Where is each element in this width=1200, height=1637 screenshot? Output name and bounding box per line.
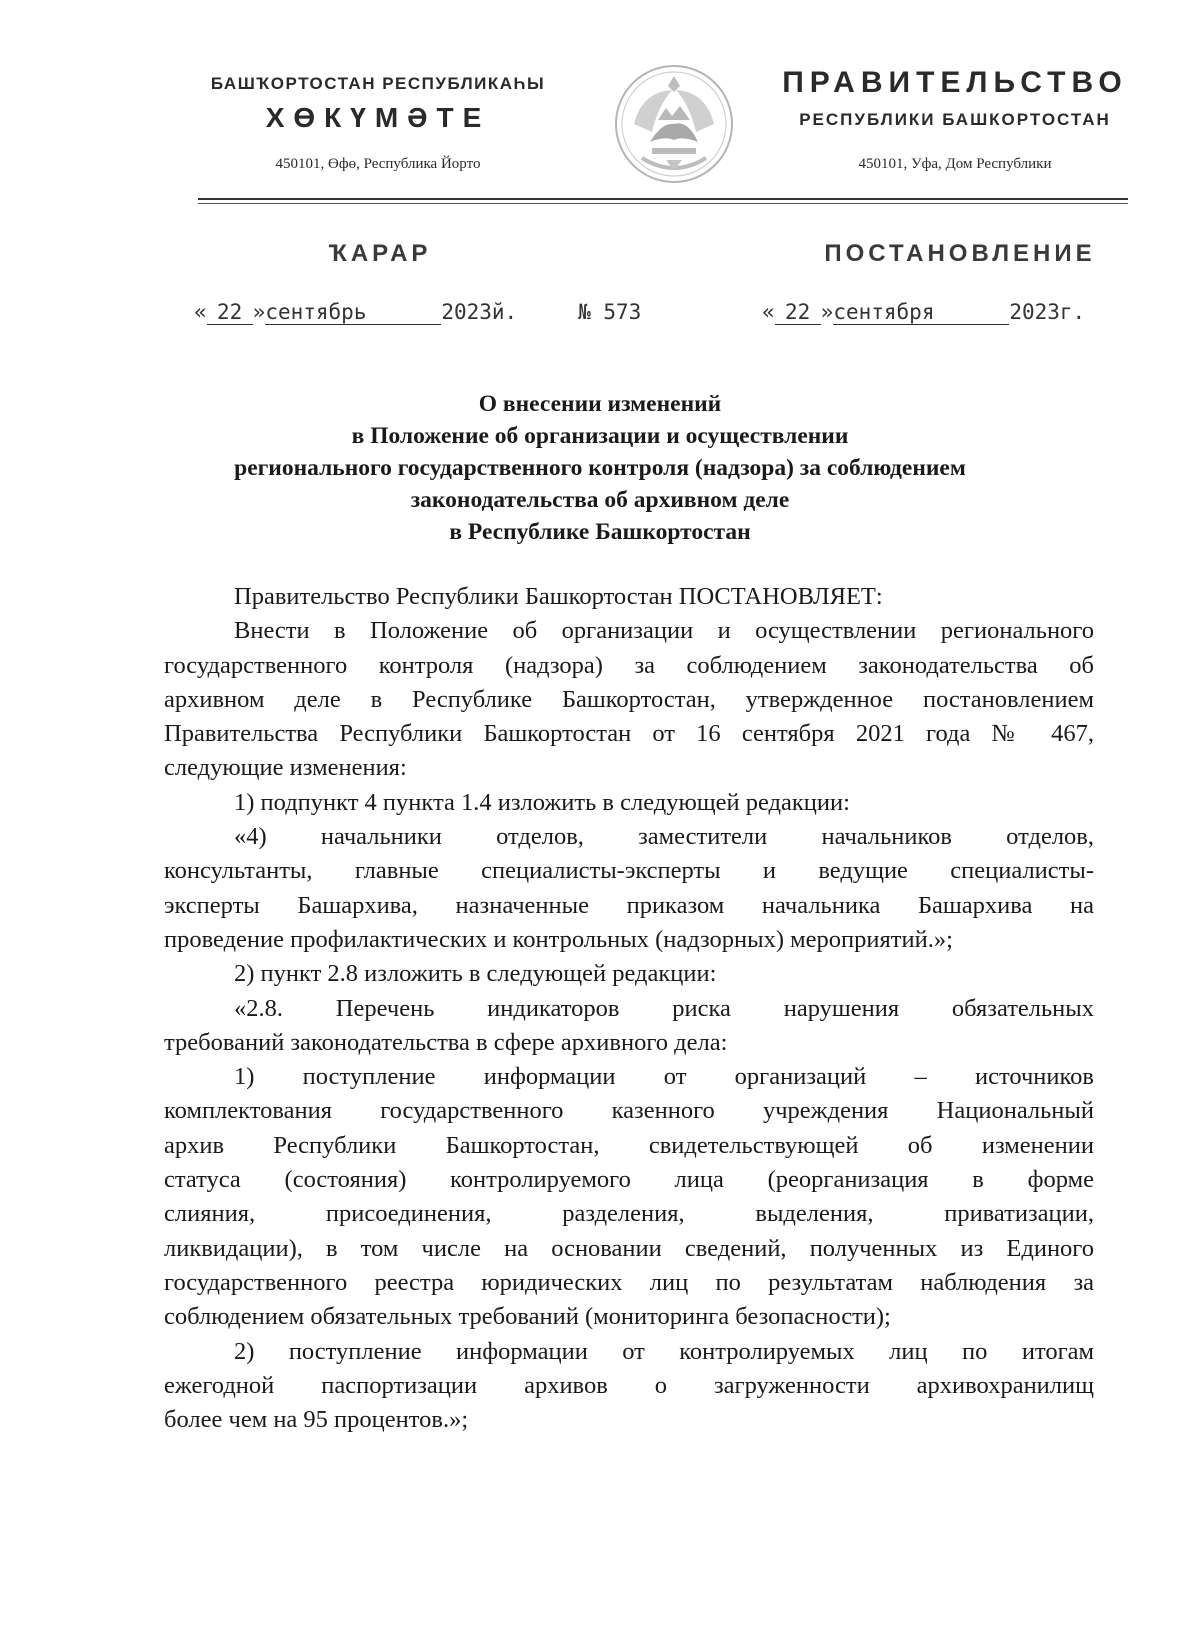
body-line: статуса (состояния) контролируемого лица (реорганизация в форме — [164, 1166, 1094, 1194]
date-year: 2023 — [441, 300, 492, 324]
body-line: более чем на 95 процентов.»; — [164, 1406, 469, 1434]
body-line: консультанты, главные специалисты-эксперты и ведущие специалисты- — [164, 857, 1094, 885]
quote-close: » — [252, 300, 266, 324]
header-right-address: 450101, Уфа, Дом Республики — [858, 156, 1052, 172]
body-line: слияния, присоединения, разделения, выделения, приватизации, — [164, 1200, 1094, 1228]
doc-type-russian: ПОСТАНОВЛЕНИЕ — [824, 240, 1096, 267]
header-left-address: 450101, Өфө, Республика Йорто — [275, 156, 481, 172]
body-line: следующие изменения: — [164, 754, 407, 782]
title-line: регионального государственного контроля (надзора) за соблюдением — [234, 455, 966, 481]
quote-open: « — [194, 300, 207, 324]
title-line: законодательства об архивном деле — [410, 487, 790, 513]
body-line: ликвидации), в том числе на основании сведений, полученных из Единого — [164, 1234, 1094, 1262]
body-line: комплектования государственного казенного учреждения Национальный — [164, 1097, 1094, 1125]
coat-of-arms-icon — [612, 62, 736, 186]
header-left-government: ХӨКҮМӘТЕ — [265, 102, 491, 133]
header-left-republic: БАШҠОРТОСТАН РЕСПУБЛИКАҺЫ — [210, 74, 546, 93]
date-day: 22 — [207, 300, 253, 325]
date-right — [762, 300, 1085, 325]
quote-open: « — [762, 300, 775, 324]
body-line: архив Республики Башкортостан, свидетельствующей об изменении — [164, 1131, 1094, 1159]
date-day: 22 — [775, 300, 821, 325]
body-line: «2.8. Перечень индикаторов риска нарушения обязательных — [234, 994, 1094, 1022]
body-line: проведение профилактических и контрольных (надзорных) мероприятий.»; — [164, 925, 953, 953]
header-divider-thin — [198, 203, 1128, 204]
date-month: сентябрь — [265, 300, 441, 325]
body-line: 2) пункт 2.8 изложить в следующей редакции: — [234, 960, 717, 988]
body-line: 2) поступление информации от контролируемых лиц по итогам — [234, 1337, 1094, 1365]
body-line: архивном деле в Республике Башкортостан, утвержденное постановлением — [164, 685, 1094, 713]
header-right-government: ПРАВИТЕЛЬСТВО — [782, 66, 1128, 99]
date-year: 2023 — [1009, 300, 1060, 324]
body-line: Правительства Республики Башкортостан от 16 сентября 2021 года № 467, — [164, 720, 1094, 748]
body-line: государственного реестра юридических лиц по результатам наблюдения за — [164, 1268, 1094, 1296]
body-line: эксперты Башархива, назначенные приказом начальника Башархива на — [164, 891, 1094, 919]
doc-type-bashkir: ҠАРАР — [328, 240, 432, 267]
body-line: требований законодательства в сфере архивного дела: — [164, 1028, 728, 1056]
title-line: в Положение об организации и осуществлении — [351, 423, 849, 449]
document-body — [164, 580, 1094, 1437]
header-divider-thick — [198, 198, 1128, 200]
body-line: Внести в Положение об организации и осуществлении регионального — [234, 617, 1094, 645]
date-left — [194, 300, 517, 325]
header-right-republic: РЕСПУБЛИКИ БАШКОРТОСТАН — [799, 110, 1111, 129]
date-suffix: г. — [1059, 300, 1086, 324]
body-line: «4) начальники отделов, заместители начальников отделов, — [234, 823, 1094, 851]
body-line: 1) поступление информации от организаций – источников — [234, 1063, 1094, 1091]
number-label: № — [578, 300, 591, 324]
title-line: О внесении изменений — [478, 391, 722, 417]
document-number — [578, 300, 641, 324]
body-line: ежегодной паспортизации архивов о загруженности архивохранилищ — [164, 1371, 1094, 1399]
document-title — [120, 388, 1080, 548]
quote-close: » — [820, 300, 834, 324]
date-suffix: й. — [491, 300, 518, 324]
title-line: в Республике Башкортостан — [449, 519, 751, 545]
body-line: соблюдением обязательных требований (мониторинга безопасности); — [164, 1303, 891, 1331]
number-value: 573 — [603, 300, 642, 324]
body-line: Правительство Республики Башкортостан ПОСТАНОВЛЯЕТ: — [234, 583, 883, 610]
body-line: 1) подпункт 4 пункта 1.4 изложить в следующей редакции: — [234, 788, 850, 816]
date-month: сентября — [833, 300, 1009, 325]
body-line: государственного контроля (надзора) за соблюдением законодательства об — [164, 651, 1094, 679]
